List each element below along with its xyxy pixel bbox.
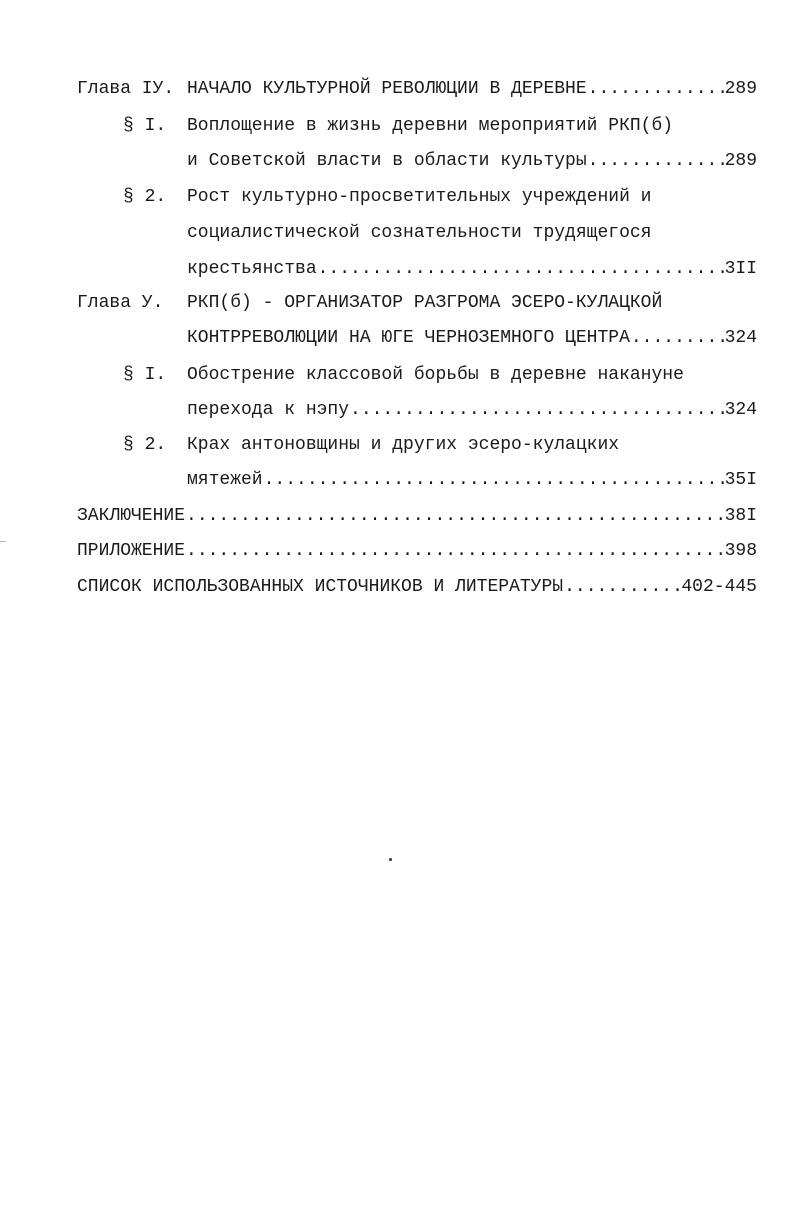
toc-entry-ch5-section-1[interactable] <box>0 362 799 388</box>
toc-entry-conclusion[interactable] <box>0 503 799 529</box>
section-title-line: Воплощение в жизнь деревни мероприятий РКП(б) <box>187 116 674 136</box>
chapter-title-line: РКП(б) - ОРГАНИЗАТОР РАЗГРОМА ЭСЕРО-КУЛАЦКОЙ <box>187 293 663 313</box>
page-number: 35I <box>724 470 757 490</box>
toc-entry-ch4-section-2[interactable] <box>0 184 799 210</box>
entry-title: ПРИЛОЖЕНИЕ <box>77 541 186 561</box>
section-label: § 2. <box>123 435 167 455</box>
toc-entry-chapter-5[interactable] <box>0 290 799 316</box>
chapter-label: Глава IУ. <box>77 79 175 99</box>
section-title-line: Обострение классовой борьбы в деревне накануне <box>187 365 684 385</box>
toc-entry-ch4-section-2-cont <box>0 220 799 246</box>
page-number: 289 <box>724 151 757 171</box>
toc-entry-ch4-section-1-cont <box>0 148 799 174</box>
dot-leader <box>264 467 724 493</box>
toc-entry-chapter-5-cont <box>0 325 799 351</box>
toc-entry-appendix[interactable] <box>0 538 799 564</box>
page-number: 38I <box>724 506 757 526</box>
section-label: § 2. <box>123 187 167 207</box>
toc-entry-ch5-section-2[interactable] <box>0 432 799 458</box>
dot-leader <box>564 574 680 600</box>
dot-leader <box>186 503 724 529</box>
section-label: § I. <box>123 116 167 136</box>
page-number: 402-445 <box>681 577 757 597</box>
toc-entry-ch5-section-2-cont <box>0 467 799 493</box>
chapter-title: НАЧАЛО КУЛЬТУРНОЙ РЕВОЛЮЦИИ В ДЕРЕВНЕ <box>187 79 587 99</box>
section-title-line: мятежей <box>187 470 263 490</box>
page-number: 324 <box>724 400 757 420</box>
scan-margin-mark <box>0 541 6 542</box>
dot-leader <box>631 325 724 351</box>
entry-title: СПИСОК ИСПОЛЬЗОВАННЫХ ИСТОЧНИКОВ И ЛИТЕРАТУРЫ <box>77 577 564 597</box>
page-number: 398 <box>724 541 757 561</box>
section-title-line: крестьянства <box>187 259 317 279</box>
chapter-label: Глава У. <box>77 293 164 313</box>
dot-leader <box>186 538 724 564</box>
section-title-line: Крах антоновщины и других эсеро-кулацких <box>187 435 620 455</box>
toc-entry-ch5-section-1-cont <box>0 397 799 423</box>
page-number: 3II <box>724 259 757 279</box>
scan-speck <box>389 858 392 861</box>
toc-entry-sources[interactable] <box>0 574 799 600</box>
section-label: § I. <box>123 365 167 385</box>
dot-leader <box>588 76 724 102</box>
chapter-title-line: КОНТРРЕВОЛЮЦИИ НА ЮГЕ ЧЕРНОЗЕМНОГО ЦЕНТРА <box>187 328 630 348</box>
page-number: 324 <box>724 328 757 348</box>
section-title-line: перехода к нэпу <box>187 400 350 420</box>
dot-leader <box>350 397 724 423</box>
toc-entry-chapter-4[interactable] <box>0 76 799 102</box>
dot-leader <box>588 148 724 174</box>
section-title-line: Рост культурно-просветительных учреждений и <box>187 187 652 207</box>
section-title-line: и Советской власти в области культуры <box>187 151 587 171</box>
toc-entry-ch4-section-1[interactable] <box>0 113 799 139</box>
dot-leader <box>318 256 724 282</box>
entry-title: ЗАКЛЮЧЕНИЕ <box>77 506 186 526</box>
toc-entry-ch4-section-2-cont2 <box>0 256 799 282</box>
page-number: 289 <box>724 79 757 99</box>
section-title-line: социалистической сознательности трудящегося <box>187 223 652 243</box>
